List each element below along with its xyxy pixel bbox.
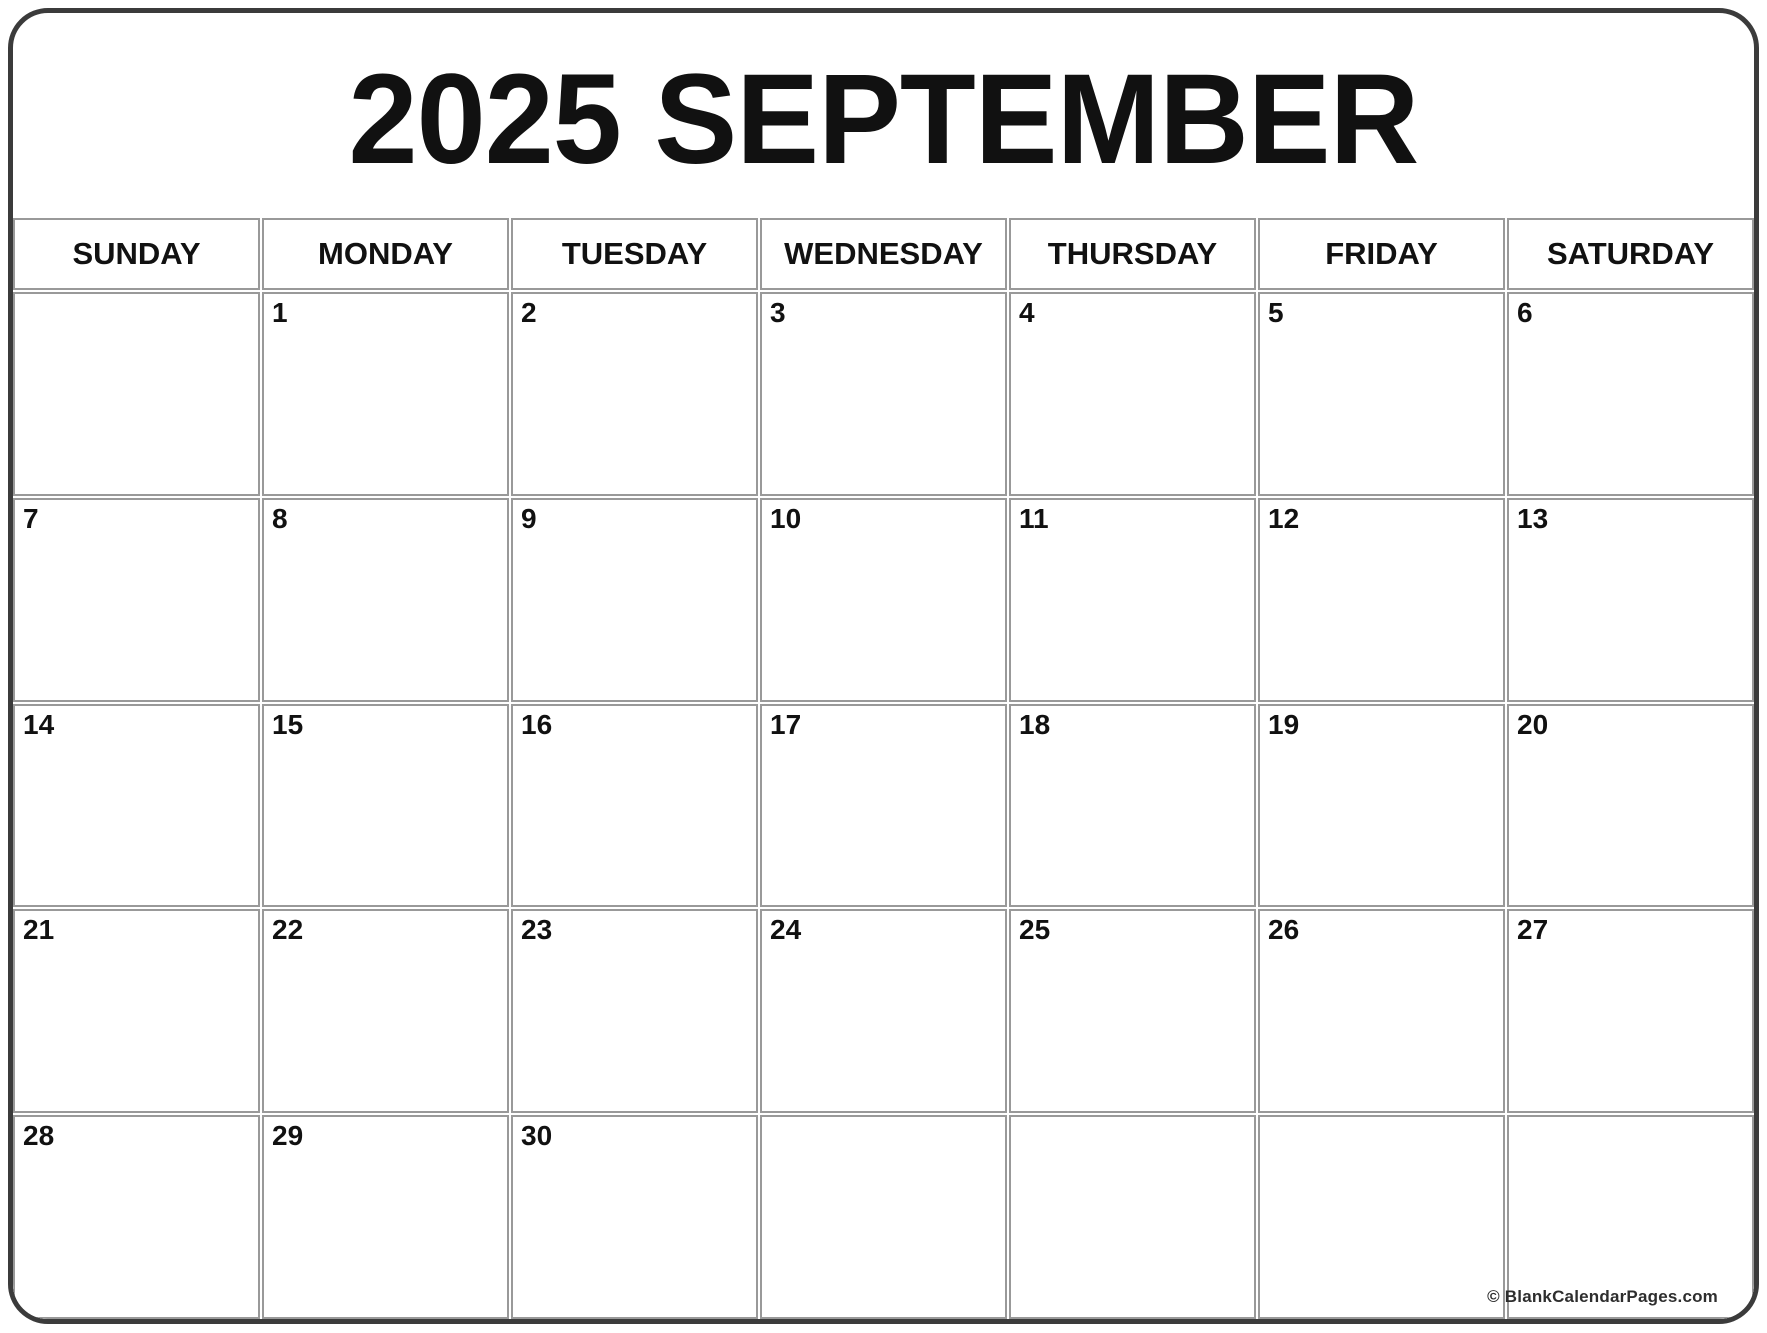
weekday-header-thursday: THURSDAY <box>1009 218 1256 290</box>
calendar-grid <box>13 218 1754 1319</box>
day-cell-empty <box>760 1115 1007 1319</box>
day-cell-empty <box>1009 1115 1256 1319</box>
day-number: 5 <box>1268 297 1284 328</box>
day-cell-22 <box>262 909 509 1113</box>
day-cell-10 <box>760 498 1007 702</box>
day-number: 18 <box>1019 708 1051 740</box>
day-number: 17 <box>770 708 802 740</box>
day-number <box>1509 1126 1517 1130</box>
day-cell-11 <box>1009 498 1256 702</box>
day-number <box>1260 1126 1268 1130</box>
day-number: 28 <box>23 1120 55 1152</box>
day-number: 2 <box>521 297 537 328</box>
day-cell-1 <box>262 292 509 496</box>
day-cell-23 <box>511 909 758 1113</box>
title-area <box>13 13 1754 218</box>
day-number: 1 <box>272 297 288 328</box>
day-number: 15 <box>272 708 304 740</box>
day-cell-20 <box>1507 704 1754 908</box>
day-cell-9 <box>511 498 758 702</box>
day-cell-3 <box>760 292 1007 496</box>
day-cell-29 <box>262 1115 509 1319</box>
day-cell-13 <box>1507 498 1754 702</box>
day-number: 10 <box>770 502 802 534</box>
day-cell-16 <box>511 704 758 908</box>
day-cell-6 <box>1507 292 1754 496</box>
day-number: 9 <box>521 502 537 534</box>
day-cell-empty <box>13 292 260 496</box>
day-number: 7 <box>23 502 39 534</box>
day-number: 4 <box>1019 297 1035 328</box>
day-cell-7 <box>13 498 260 702</box>
day-cell-30 <box>511 1115 758 1319</box>
page-title: 2025 SEPTEMBER <box>348 48 1419 191</box>
weekday-header-monday: MONDAY <box>262 218 509 290</box>
day-cell-empty <box>1258 1115 1505 1319</box>
day-number: 21 <box>23 914 55 946</box>
day-number: 14 <box>23 708 55 740</box>
day-cell-24 <box>760 909 1007 1113</box>
day-number <box>1011 1126 1019 1130</box>
day-cell-14 <box>13 704 260 908</box>
day-number: 13 <box>1517 502 1549 534</box>
day-cell-5 <box>1258 292 1505 496</box>
day-number: 22 <box>272 914 304 946</box>
day-number: 27 <box>1517 914 1549 946</box>
day-number: 11 <box>1019 502 1049 534</box>
day-number: 20 <box>1517 708 1549 740</box>
day-number: 12 <box>1268 502 1300 534</box>
day-number <box>15 303 23 307</box>
weekday-header-wednesday: WEDNESDAY <box>760 218 1007 290</box>
day-number: 29 <box>272 1120 304 1152</box>
weekday-header-sunday: SUNDAY <box>13 218 260 290</box>
day-cell-21 <box>13 909 260 1113</box>
day-number: 3 <box>770 297 786 328</box>
day-number: 26 <box>1268 914 1300 946</box>
day-cell-8 <box>262 498 509 702</box>
day-number <box>762 1126 770 1130</box>
calendar-page-frame <box>8 8 1759 1324</box>
day-number: 30 <box>521 1120 553 1152</box>
day-cell-27 <box>1507 909 1754 1113</box>
day-cell-15 <box>262 704 509 908</box>
weekday-header-tuesday: TUESDAY <box>511 218 758 290</box>
day-number: 24 <box>770 914 802 946</box>
day-cell-26 <box>1258 909 1505 1113</box>
day-cell-25 <box>1009 909 1256 1113</box>
day-cell-18 <box>1009 704 1256 908</box>
day-cell-28 <box>13 1115 260 1319</box>
day-number: 25 <box>1019 914 1051 946</box>
day-number: 23 <box>521 914 553 946</box>
day-cell-4 <box>1009 292 1256 496</box>
copyright-watermark: © BlankCalendarPages.com <box>1487 1287 1718 1306</box>
day-cell-2 <box>511 292 758 496</box>
day-number: 16 <box>521 708 553 740</box>
weekday-header-saturday: SATURDAY <box>1507 218 1754 290</box>
day-number: 19 <box>1268 708 1300 740</box>
day-number: 8 <box>272 502 288 534</box>
day-cell-19 <box>1258 704 1505 908</box>
day-cell-17 <box>760 704 1007 908</box>
day-number: 6 <box>1517 297 1533 328</box>
weekday-header-friday: FRIDAY <box>1258 218 1505 290</box>
day-cell-12 <box>1258 498 1505 702</box>
